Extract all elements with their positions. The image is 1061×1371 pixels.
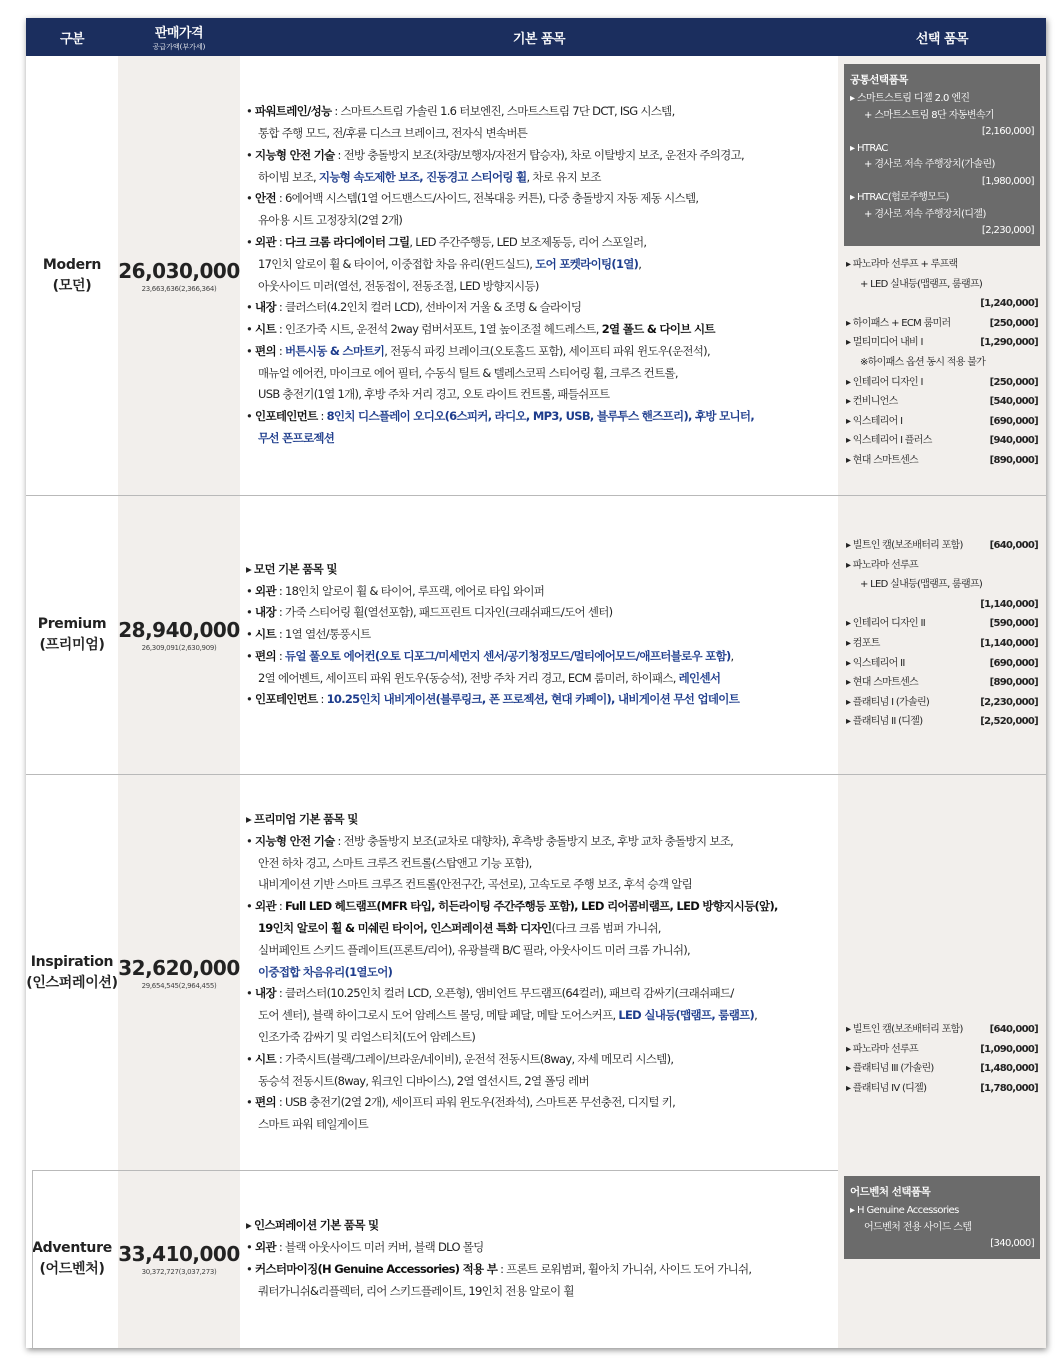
option-price: [1,290,000]: [980, 337, 1038, 349]
text-segment: ▸: [246, 812, 255, 827]
option-item: [838, 294, 1046, 314]
text-segment: •: [246, 605, 256, 620]
option-box-title: 공통선택품목: [850, 74, 908, 86]
option-item: [838, 634, 1046, 654]
trim-row-modern: [26, 56, 1046, 496]
text-segment: •: [246, 1262, 256, 1276]
text-segment: : 18인치 알로이 휠 & 타이어, 루프랙, 에어로 타입 와이퍼: [275, 583, 545, 598]
text-segment: Full LED 헤드램프(MFR 타입, 히든라이팅 주간주행등 포함), LED 리어콤비램프, LED 방향지시등(앞),: [284, 899, 778, 914]
basic-item-line: [246, 809, 838, 831]
text-segment: : 블랙 아웃사이드 미러 커버, 블랙 DLO 몰딩: [275, 1240, 484, 1255]
text-segment: •: [246, 648, 256, 663]
option-item: [838, 575, 1046, 595]
basic-item-line: [246, 341, 838, 363]
text-segment: : 전방 충돌방지 보조(교차로 대향차), 후측방 충돌방지 보조, 후방 교차 충돌방지 보조,: [334, 833, 734, 848]
text-segment: ,: [638, 256, 642, 271]
basic-item-line: [246, 646, 838, 668]
text-segment: : 스마트스트림 가솔린 1.6 터보엔진, 스마트스트림 7단 DCT, ISG 시스템,: [331, 104, 675, 119]
basic-item-line: [246, 831, 838, 853]
text-segment: 2열 폴드 & 다이브 시트: [601, 322, 715, 337]
option-item: [838, 556, 1046, 576]
basic-item-line: [246, 624, 838, 646]
text-segment: : USB 충전기(2열 2개), 세이프티 파워 윈도우(전좌석), 스마트폰 무선충전, 디지털 키,: [275, 1095, 676, 1110]
option-name: ▸ 파노라마 선루프 + 루프랙: [846, 259, 958, 270]
option-name: ▸ 하이패스 + ECM 룸미러: [846, 317, 951, 329]
text-segment: :: [317, 409, 327, 424]
basic-item-line: [246, 940, 838, 962]
text-segment: :: [317, 692, 327, 707]
basic-item-line: [246, 602, 838, 624]
text-segment: •: [246, 1051, 256, 1066]
option-box-line: ▸ HTRAC: [850, 142, 888, 154]
option-name: ▸ 익스테리어 I 플러스: [846, 435, 932, 447]
option-name: + LED 실내등(맵램프, 룸램프): [860, 579, 983, 591]
option-price: [1,090,000]: [980, 1043, 1038, 1055]
option-item: [838, 1079, 1046, 1099]
text-segment: : 6에어백 시스템(1열 어드밴스드/사이드, 전복대응 커튼), 다중 충돌방지 자동 제동 시스템,: [275, 191, 699, 206]
text-segment: •: [246, 300, 256, 315]
text-segment: , 전동식 파킹 브레이크(오토홀드 포함), 세이프티 파워 윈도우(운전석),: [384, 343, 710, 358]
text-segment: •: [246, 833, 256, 848]
basic-item-line: [246, 1049, 838, 1071]
option-box-line: + 경사로 저속 주행장치(디젤): [864, 208, 986, 220]
text-segment: 무선 폰프로젝션: [258, 431, 335, 446]
text-segment: ▸: [246, 1218, 255, 1233]
text-segment: 듀얼 풀오토 에어컨(오토 디포그/미세먼지 센서/공기청정모드/멀티에어모드/애프터블로우 포함): [284, 648, 731, 663]
text-segment: ,: [754, 1008, 758, 1023]
basic-item-line: [246, 1215, 838, 1237]
option-item: [838, 333, 1046, 353]
text-segment: :: [275, 899, 285, 914]
option-name: + LED 실내등(맵램프, 룸램프): [860, 278, 983, 290]
option-item: [838, 712, 1046, 732]
text-segment: LED 실내등(맵램프, 룸램프): [618, 1008, 755, 1023]
basic-item-line: [246, 384, 838, 406]
option-name: ▸ 파노라마 선루프: [846, 1043, 918, 1055]
trim-name: Adventure (어드벤처): [32, 1240, 112, 1277]
text-segment: •: [246, 191, 256, 206]
text-segment: : 클러스터(4.2인치 컬러 LCD), 선바이저 거울 & 조명 & 슬라이딩: [275, 300, 582, 315]
basic-item-line: [246, 1071, 838, 1093]
text-segment: :: [275, 648, 285, 663]
text-segment: 안전 하차 경고, 스마트 크루즈 컨트롤(스탑앤고 기능 포함),: [258, 855, 532, 870]
option-price: [1,140,000]: [980, 598, 1038, 610]
option-item: [838, 255, 1046, 275]
text-segment: 인포테인먼트: [255, 409, 318, 424]
option-item: [838, 536, 1046, 556]
header-options: 선택 품목: [915, 31, 969, 47]
text-segment: •: [246, 692, 256, 707]
basic-item-line: [246, 1259, 838, 1281]
option-price: [250,000]: [989, 376, 1038, 388]
text-segment: 동승석 전동시트(8way, 워크인 디바이스), 2열 열선시트, 2열 폴딩 레버: [258, 1073, 589, 1088]
text-segment: •: [246, 147, 256, 162]
option-name: ▸ 인테리어 디자인 I: [846, 376, 923, 388]
text-segment: 편의: [255, 1095, 276, 1110]
option-items: [838, 56, 1046, 495]
basic-item-line: [246, 188, 838, 210]
text-segment: 19인치 알로이 휠 & 미쉐린 타이어, 인스퍼레이션 특화 디자인: [258, 921, 552, 935]
basic-item-line: [246, 1092, 838, 1114]
basic-item-line: [246, 559, 838, 581]
text-segment: 프리미엄 기본 품목 및: [254, 812, 358, 827]
option-price: [940,000]: [989, 435, 1038, 447]
option-price: [890,000]: [989, 454, 1038, 466]
option-item: [838, 314, 1046, 334]
text-segment: 커스터마이징(H Genuine Accessories) 적용 부: [255, 1262, 498, 1276]
basic-item-line: [246, 1114, 838, 1136]
text-segment: 편의: [255, 648, 276, 663]
trim-name: Premium (프리미엄): [37, 616, 107, 653]
trim-name: Modern (모던): [42, 256, 102, 294]
basic-item-line: [246, 581, 838, 603]
option-item: [838, 1059, 1046, 1079]
text-segment: : 전방 충돌방지 보조(차량/보행자/자전거 탑승자), 차로 이탈방지 보조, 운전자 주의경고,: [334, 147, 744, 162]
basic-item-line: [246, 1281, 838, 1303]
text-segment: : 클러스터(10.25인치 컬러 LCD, 오픈형), 앰비언트 무드램프(64컬러), 패브릭 감싸기(크래쉬패드/: [275, 986, 734, 1001]
adventure-options-box: [844, 1176, 1040, 1259]
text-segment: 도어 센터), 블랙 하이그로시 도어 암레스트 몰딩, 메탈 페달, 메탈 도어스커프,: [258, 1008, 619, 1023]
basic-item-line: [246, 232, 838, 254]
option-price: [540,000]: [989, 396, 1038, 408]
text-segment: 외관: [255, 234, 276, 249]
option-box-line: 어드벤처 전용 사이드 스텝: [864, 1221, 972, 1233]
table-header: [26, 18, 1046, 56]
text-segment: 유아용 시트 고정장치(2열 2개): [258, 213, 403, 228]
basic-items: [240, 496, 838, 774]
basic-item-line: [246, 297, 838, 319]
option-name: ※하이패스 옵션 동시 적용 불가: [860, 356, 986, 368]
text-segment: •: [246, 409, 256, 424]
text-segment: 매뉴얼 에어컨, 마이크로 에어 필터, 수동식 틸트 & 텔레스코픽 스티어링 휠, 크루즈 컨트롤,: [258, 365, 678, 380]
basic-item-line: [246, 689, 838, 711]
option-name: ▸ 컴포트: [846, 637, 880, 649]
option-price: [2,520,000]: [980, 716, 1038, 728]
trim-row-premium: [26, 496, 1046, 775]
option-price: [640,000]: [989, 1024, 1038, 1035]
text-segment: 안전: [255, 191, 276, 206]
option-items: [838, 1170, 1046, 1348]
text-segment: •: [246, 1240, 256, 1255]
text-segment: 8인치 디스플레이 오디오(6스피커, 라디오, MP3, USB, 블루투스 핸즈프리), 후방 모니터,: [326, 409, 754, 424]
option-box-title: 어드벤처 선택품목: [850, 1186, 931, 1198]
option-box-line: + 경사로 저속 주행장치(가솔린): [864, 159, 995, 170]
option-name: ▸ 파노라마 선루프: [846, 559, 918, 571]
text-segment: 시트: [255, 1051, 276, 1066]
basic-item-line: [246, 962, 838, 984]
text-segment: 파워트레인/성능: [255, 104, 332, 119]
option-name: ▸ 멀티미디어 내비 I: [846, 337, 923, 349]
text-segment: •: [246, 899, 256, 914]
text-segment: : 인조가죽 시트, 운전석 2way 럼버서포트, 1열 높이조절 헤드레스트,: [275, 322, 602, 337]
text-segment: •: [246, 583, 256, 598]
option-item: [838, 673, 1046, 693]
option-items-inspiration: [838, 775, 1046, 1170]
trim-name: Inspiration (인스퍼레이션): [26, 953, 118, 991]
text-segment: 모던 기본 품목 및: [254, 561, 337, 576]
option-box-line: [340,000]: [990, 1238, 1034, 1249]
basic-item-line: [246, 874, 838, 896]
text-segment: , LED 주간주행등, LED 보조제동등, 리어 스포일러,: [409, 234, 647, 249]
text-segment: 외관: [255, 1240, 276, 1255]
basic-items: [240, 56, 838, 495]
basic-item-line: [246, 896, 838, 918]
option-box-line: + 스마트스트림 8단 자동변속기: [864, 109, 994, 121]
option-item: [838, 353, 1046, 373]
divider: [32, 1170, 838, 1171]
option-name: ▸ 인테리어 디자인 II: [846, 618, 925, 630]
basic-item-line: [246, 668, 838, 690]
option-box-line: [1,980,000]: [981, 175, 1034, 187]
trim-price: 26,030,000 23,663,636(2,366,364): [118, 56, 240, 495]
text-segment: 도어 포켓라이팅(1열): [535, 256, 639, 271]
option-price: [250,000]: [989, 317, 1038, 329]
basic-item-line: [246, 123, 838, 145]
text-segment: 지능형 안전 기술: [255, 147, 335, 162]
basic-item-line: [246, 167, 838, 189]
option-item: [838, 275, 1046, 295]
text-segment: :: [275, 343, 285, 358]
text-segment: •: [246, 104, 256, 119]
basic-item-line: [246, 363, 838, 385]
text-segment: 외관: [255, 583, 276, 598]
basic-item-line: [246, 145, 838, 167]
option-item: [838, 431, 1046, 451]
text-segment: 2열 에어벤트, 세이프티 파워 윈도우(동승석), 전방 주차 거리 경고, ECM 룸미러, 하이패스,: [258, 670, 679, 685]
option-item: [838, 595, 1046, 615]
basic-item-line: [246, 918, 838, 940]
text-segment: 다크 크롬 라디에이터 그릴: [284, 234, 410, 249]
option-box-line: ▸ 스마트스트림 디젤 2.0 엔진: [850, 93, 970, 104]
option-items: [838, 496, 1046, 774]
text-segment: •: [246, 234, 256, 249]
option-price: [890,000]: [989, 677, 1038, 689]
basic-item-line: [246, 428, 838, 450]
option-price: [1,480,000]: [980, 1063, 1038, 1075]
text-segment: : 1열 열선/통풍시트: [275, 627, 371, 642]
option-name: ▸ 현대 스마트센스: [846, 454, 918, 466]
option-item: [838, 373, 1046, 393]
option-price: [690,000]: [989, 415, 1038, 427]
option-name: ▸ 익스테리어 II: [846, 657, 905, 669]
option-box-line: [2,230,000]: [981, 225, 1034, 236]
option-name: ▸ 익스테리어 I: [846, 415, 903, 427]
option-price: [590,000]: [989, 618, 1038, 630]
divider: [32, 1170, 33, 1348]
text-segment: 내비게이션 기반 스마트 크루즈 컨트롤(안전구간, 곡선로), 고속도로 주행 보조, 후석 승객 알림: [258, 877, 693, 892]
basic-item-line: [246, 254, 838, 276]
option-item: [838, 392, 1046, 412]
option-name: ▸ 빌트인 캠(보조배터리 포함): [846, 540, 963, 551]
basic-item-line: [246, 1027, 838, 1049]
option-name: ▸ 플래티넘 IV (디젤): [846, 1082, 927, 1094]
option-price: [1,240,000]: [980, 298, 1038, 310]
text-segment: : 가죽시트(블랙/그레이/브라운/네이비), 운전석 전동시트(8way, 자세 메모리 시스템),: [275, 1051, 674, 1066]
text-segment: •: [246, 1095, 256, 1110]
text-segment: 실버페인트 스키드 플레이트(프론트/리어), 유광블랙 B/C 필라, 아웃사이드 미러 크롬 가니쉬),: [258, 942, 691, 957]
text-segment: 레인센서: [678, 670, 721, 685]
text-segment: •: [246, 986, 256, 1001]
text-segment: USB 충전기(1열 1개), 후방 주차 거리 경고, 오토 라이트 컨트롤, 패들쉬프트: [258, 387, 610, 402]
text-segment: 시트: [255, 322, 276, 337]
text-segment: 인포테인먼트: [255, 692, 318, 707]
option-item: [838, 1020, 1046, 1040]
basic-items: [240, 775, 838, 1170]
text-segment: 지능형 안전 기술: [255, 833, 335, 848]
text-segment: 지능형 속도제한 보조, 진동경고 스티어링 휠: [318, 169, 527, 184]
option-price: [2,230,000]: [980, 696, 1038, 708]
basic-item-line: [246, 210, 838, 232]
option-price: [640,000]: [989, 540, 1038, 551]
basic-item-line: [246, 101, 838, 123]
option-list: [838, 255, 1046, 471]
text-segment: 외관: [255, 899, 276, 914]
option-item: [838, 1040, 1046, 1060]
basic-item-line: [246, 319, 838, 341]
option-name: ▸ 현대 스마트센스: [846, 677, 918, 689]
option-item: [838, 654, 1046, 674]
text-segment: 17인치 알로이 휠 & 타이어, 이중접합 차음 유리(윈드실드),: [258, 256, 536, 271]
option-name: ▸ 플래티넘 III (가솔린): [846, 1063, 934, 1075]
text-segment: (다크 크롬 범퍼 가니쉬,: [551, 921, 661, 935]
text-segment: 인조가죽 감싸기 및 리얼스티치(도어 암레스트): [258, 1029, 476, 1044]
trim-price: 32,620,000 29,654,545(2,964,455): [118, 775, 240, 1170]
option-item: [838, 412, 1046, 432]
option-price: [1,140,000]: [980, 637, 1038, 649]
text-segment: 스마트 파워 테일게이트: [258, 1117, 368, 1132]
text-segment: 버튼시동 & 스마트키: [284, 343, 385, 358]
option-price: [1,780,000]: [980, 1082, 1038, 1094]
option-name: ▸ 컨비니언스: [846, 396, 898, 408]
text-segment: : 가죽 스티어링 휠(열선포함), 패드프린트 디자인(크래쉬패드/도어 센터): [275, 605, 613, 620]
basic-item-line: [246, 853, 838, 875]
option-list: [838, 1020, 1046, 1098]
trim-price: 28,940,000 26,309,091(2,630,909): [118, 496, 240, 774]
text-segment: 통합 주행 모드, 전/후륜 디스크 브레이크, 전자식 변속버튼: [258, 125, 528, 140]
basic-item-line: [246, 983, 838, 1005]
option-name: ▸ 플래티넘 I (가솔린): [846, 696, 930, 708]
header-basic: 기본 품목: [512, 31, 566, 47]
price-table: [26, 18, 1046, 1348]
option-box-line: ▸ H Genuine Accessories: [850, 1205, 959, 1216]
text-segment: 아웃사이드 미러(열선, 전동접이, 전동조절, LED 방향지시등): [258, 278, 539, 293]
text-segment: 10.25인치 내비게이션(블루링크, 폰 프로젝션, 현대 카페이), 내비게이션 무선 업데이트: [326, 692, 740, 707]
option-list: [838, 536, 1046, 732]
basic-item-line: [246, 276, 838, 298]
text-segment: 쿼터가니쉬&리플렉터, 리어 스키드플레이트, 19인치 전용 알로이 휠: [258, 1283, 574, 1298]
option-item: [838, 451, 1046, 471]
text-segment: 하이빔 보조,: [258, 169, 319, 184]
trim-row-adventure: [26, 1170, 1046, 1348]
trim-price: 33,410,000 30,372,727(3,037,273): [118, 1170, 240, 1348]
basic-item-line: [246, 1005, 838, 1027]
text-segment: •: [246, 627, 256, 642]
text-segment: 이중접합 차음유리(1열도어): [258, 964, 393, 979]
text-segment: 내장: [255, 605, 276, 620]
basic-item-line: [246, 1237, 838, 1259]
text-segment: 편의: [255, 343, 276, 358]
text-segment: ,: [730, 648, 734, 663]
option-box-line: ▸ HTRAC(험로주행모드): [850, 192, 949, 203]
text-segment: •: [246, 322, 256, 337]
text-segment: , 차로 유지 보조: [526, 169, 601, 184]
text-segment: : 프론트 로워범퍼, 휠아치 가니쉬, 사이드 도어 가니쉬,: [497, 1262, 752, 1276]
option-item: [838, 693, 1046, 713]
text-segment: 시트: [255, 627, 276, 642]
option-name: ▸ 빌트인 캠(보조배터리 포함): [846, 1024, 963, 1035]
text-segment: :: [275, 234, 285, 249]
basic-item-line: [246, 406, 838, 428]
header-trim: 구분: [59, 31, 85, 47]
common-options-box: [844, 64, 1040, 246]
basic-items: [240, 1170, 838, 1348]
text-segment: 내장: [255, 986, 276, 1001]
option-name: ▸ 플래티넘 II (디젤): [846, 716, 923, 728]
text-segment: ▸: [246, 561, 255, 576]
option-box-line: [2,160,000]: [981, 126, 1034, 137]
option-item: [838, 614, 1046, 634]
text-segment: •: [246, 343, 256, 358]
text-segment: 인스퍼레이션 기본 품목 및: [254, 1218, 379, 1233]
header-price: 판매가격 공급가액(부가세): [152, 26, 206, 51]
text-segment: 내장: [255, 300, 276, 315]
option-price: [690,000]: [989, 657, 1038, 669]
